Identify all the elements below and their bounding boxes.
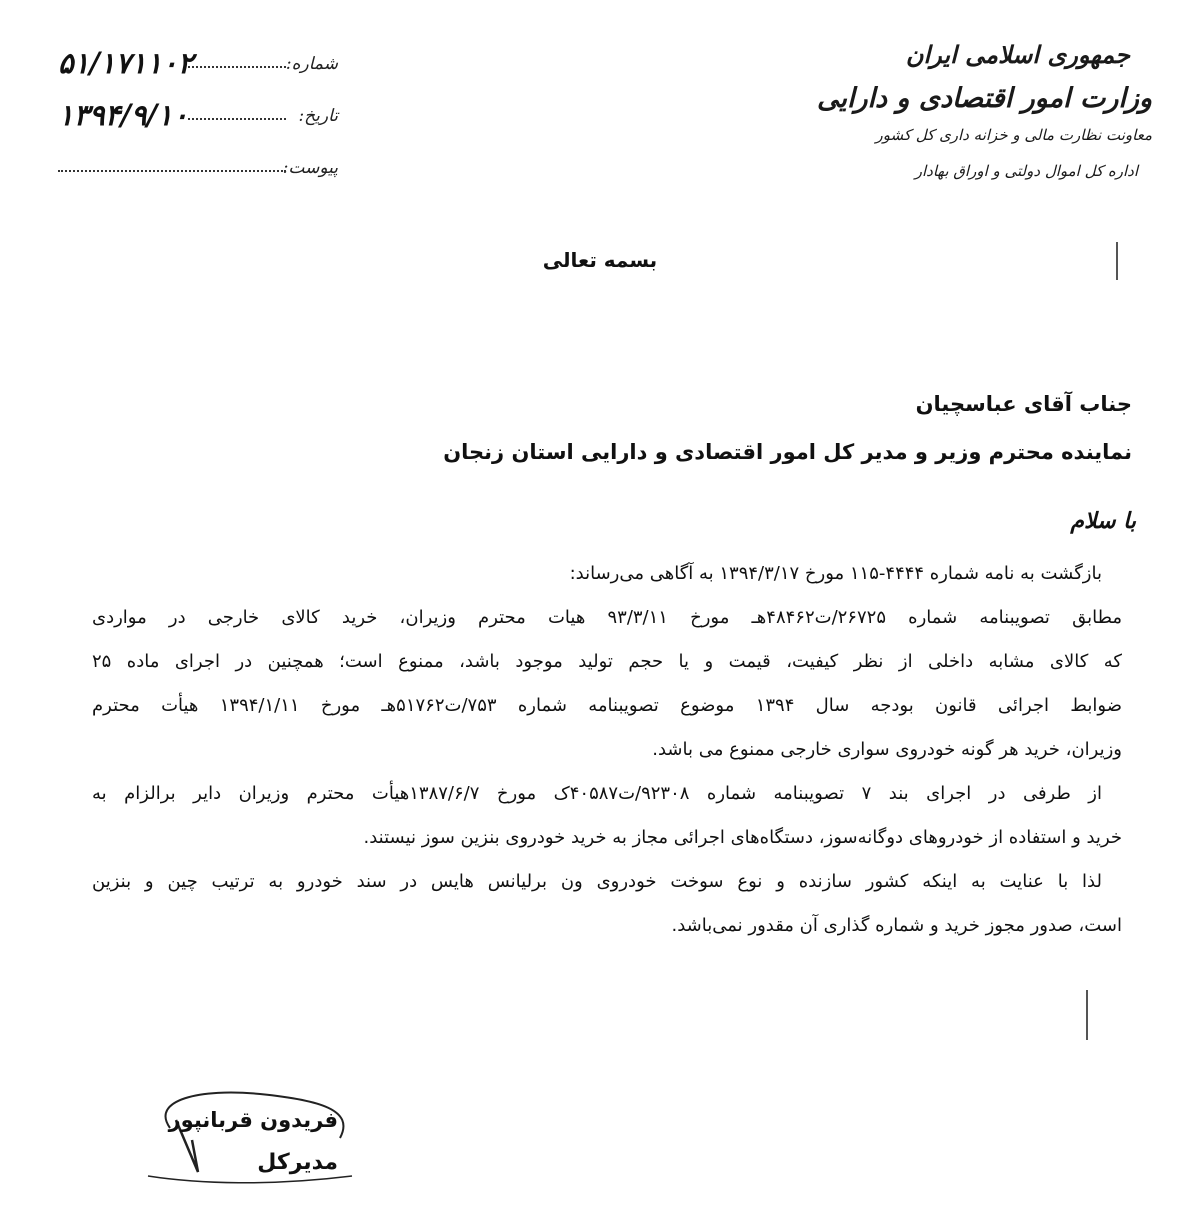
signature-block (140, 1080, 360, 1190)
body-line: ضوابط اجرائی قانون بودجه سال ۱۳۹۴ موضوع تصویبنامه شماره ۷۵۳/ت۵۱۷۶۲هـ مورخ ۱۳۹۴/۱/۱۱ هیأت محترم (92, 695, 1122, 716)
letter-number-dots (188, 66, 286, 68)
letter-number-label: شماره: (285, 54, 338, 74)
letter-date-dots (188, 118, 286, 120)
letter-date-label: تاریخ: (298, 106, 338, 126)
greeting: با سلام (1070, 508, 1136, 534)
body-line: خرید و استفاده از خودروهای دوگانه‌سوز، دستگاه‌های اجرائی مجاز به خرید خودروی بنزین سوز نیستند. (363, 827, 1122, 848)
reference-block (58, 48, 338, 204)
margin-divider (1086, 990, 1088, 1040)
body-line: از طرفی در اجرای بند ۷ تصویبنامه شماره ۹۲۳۰۸/ت۴۰۵۸۷ک مورخ ۱۳۸۷/۶/۷هیأت محترم وزیران دایر برالزام به (92, 783, 1103, 804)
addressee-block (432, 380, 1132, 476)
invocation-heading: بسمه تعالی (542, 248, 658, 272)
letter-attachment-label: پیوست: (282, 158, 338, 178)
letter-date-value: ۱۳۹۴/۹/۱۰ (58, 98, 189, 132)
body-line: وزیران، خرید هر گونه خودروی سواری خارجی ممنوع می باشد. (652, 739, 1122, 760)
body-line: که کالای مشابه داخلی از نظر کیفیت، قیمت و یا حجم تولید موجود باشد، ممنوع است؛ همچنین در اجرای ماده ۲۵ (92, 651, 1122, 672)
body-line: است، صدور مجوز خرید و شماره گذاری آن مقدور نمی‌باشد. (671, 915, 1122, 936)
body-line: بازگشت به نامه شماره ۴۴۴۴-۱۱۵ مورخ ۱۳۹۴/۳/۱۷ به آگاهی می‌رساند: (569, 563, 1102, 584)
letterhead-deputy: معاونت نظارت مالی و خزانه داری کل کشور (875, 126, 1152, 144)
addressee-title: نماینده محترم وزیر و مدیر کل امور اقتصادی و دارایی استان زنجان (443, 440, 1132, 464)
body-line: لذا با عنایت به اینکه کشور سازنده و نوع سوخت خودروی ون برلیانس هایس در سند خودرو به ترتیب چین و بنزین (92, 871, 1102, 892)
letter-attachment-row (58, 152, 338, 204)
addressee-name: جناب آقای عباسچیان (915, 392, 1132, 416)
signatory-name: فریدون قربانپور (168, 1108, 338, 1132)
letter-date-row (58, 100, 338, 152)
letter-body (92, 552, 1122, 948)
letterhead-department: اداره کل اموال دولتی و اوراق بهادار (914, 162, 1138, 180)
letter-attachment-dots (58, 170, 286, 172)
letterhead-country: جمهوری اسلامی ایران (905, 40, 1130, 69)
letterhead-ministry: وزارت امور اقتصادی و دارایی (816, 83, 1152, 114)
letterhead (816, 40, 1152, 180)
signatory-title: مدیرکل (257, 1150, 338, 1175)
letter-number-row (58, 48, 338, 100)
letter-number-value: ۵۱/۱۷۱۱۰۲ (58, 46, 194, 80)
body-line: مطابق تصویبنامه شماره ۲۶۷۲۵/ت۴۸۴۶۲هـ مورخ ۹۳/۳/۱۱ هیات محترم وزیران، خرید کالای خارجی در مواردی (92, 607, 1123, 628)
